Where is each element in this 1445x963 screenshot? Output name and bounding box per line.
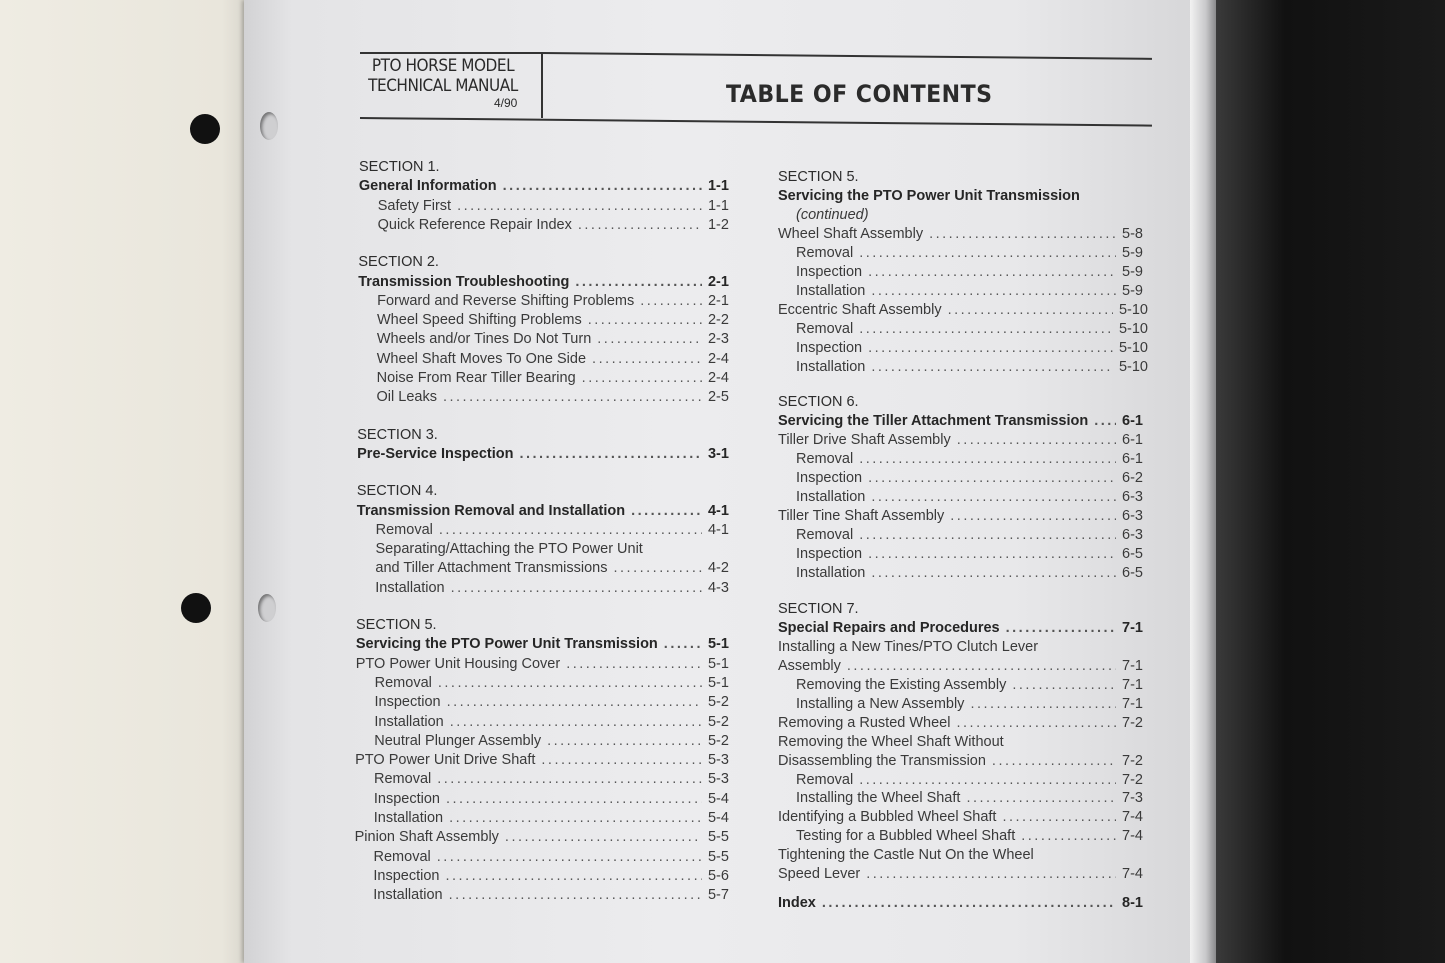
toc-entry-label: Identifying a Bubbled Wheel Shaft: [778, 809, 997, 826]
toc-entry-label: Installing a New Tines/PTO Clutch Lever: [778, 638, 1039, 655]
toc-entry: [778, 432, 1148, 451]
toc-page-number: 1-1: [707, 197, 729, 214]
dot-leader: [443, 389, 702, 405]
toc-subentry: [375, 580, 734, 599]
toc-subentry: [378, 198, 734, 217]
toc-entry-label: Removing a Rusted Wheel: [778, 714, 951, 731]
toc-entry-label: Neutral Plunger Assembly: [374, 732, 542, 749]
toc-subentry: [376, 541, 734, 560]
toc-section-title: [356, 636, 734, 655]
toc-page-number: 8-1: [1122, 895, 1143, 912]
toc-entry-label: Transmission Removal and Installation: [356, 502, 626, 519]
dot-leader: [956, 715, 1116, 731]
dot-leader: [871, 565, 1116, 581]
toc-entry-label: Servicing the PTO Power Unit Transmission: [778, 187, 1080, 204]
toc-entry-label: Removing the Existing Assembly: [796, 676, 1007, 693]
header-top-rule-left: [360, 52, 542, 54]
toc-subentry: [375, 560, 734, 579]
toc-entry: [778, 302, 1148, 321]
toc-page-number: 4-3: [707, 579, 729, 596]
dot-leader: [866, 866, 1116, 882]
toc-entry: [778, 508, 1148, 527]
toc-entry-label: Quick Reference Repair Index: [377, 216, 572, 233]
manual-title-line2: TECHNICAL MANUAL: [368, 76, 518, 96]
toc-subentry: [377, 312, 734, 331]
toc-subentry: [796, 546, 1148, 565]
toc-page-number: 5-4: [707, 790, 729, 807]
dot-leader: [640, 293, 702, 309]
dot-leader: [868, 340, 1113, 356]
dot-leader: [437, 849, 702, 865]
toc-section-title: [358, 274, 734, 293]
dot-leader: [614, 560, 702, 576]
toc-entry-label: (continued): [796, 206, 869, 223]
toc-entry-label: Installation: [374, 713, 444, 730]
toc-page-number: 5-3: [707, 771, 729, 788]
dot-leader: [503, 178, 702, 194]
toc-page-number: 2-2: [707, 312, 729, 329]
toc-page-number: 5-5: [707, 848, 729, 865]
toc-entry-label: Inspection: [373, 867, 440, 884]
toc-page-number: 2-5: [707, 389, 729, 406]
toc-subentry: [796, 340, 1148, 359]
dot-leader: [438, 675, 702, 691]
toc-section-title: [778, 413, 1148, 432]
dot-leader: [578, 217, 702, 233]
dot-leader: [871, 489, 1116, 505]
toc-subentry: [374, 771, 734, 790]
dot-leader: [457, 198, 702, 214]
toc-page-number: 7-4: [1122, 828, 1143, 845]
toc-page-number: 7-2: [1122, 752, 1143, 769]
toc-entry-label: Installation: [796, 565, 866, 581]
toc-entry-label: Disassembling the Transmission: [778, 752, 986, 769]
toc-entry-label: Pre-Service Inspection: [357, 445, 514, 462]
manual-title: [362, 56, 524, 96]
dot-leader: [664, 636, 702, 652]
toc-subentry: [796, 790, 1148, 809]
toc-entry-label: Removal: [796, 320, 854, 337]
dot-leader: [449, 887, 702, 903]
toc-subentry: [796, 321, 1148, 340]
toc-entry-label: Tiller Tine Shaft Assembly: [778, 508, 945, 525]
section-heading: SECTION 7.: [778, 600, 859, 617]
toc-entry: [778, 639, 1148, 658]
toc-page-number: 7-1: [1122, 619, 1143, 636]
toc-section-title: [357, 446, 734, 465]
toc-page-number: 6-3: [1122, 508, 1143, 525]
toc-subentry: [796, 264, 1148, 283]
toc-entry-label: Inspection: [796, 546, 863, 563]
toc-subentry: [796, 283, 1148, 302]
dot-leader: [566, 656, 702, 672]
dot-leader: [948, 302, 1113, 318]
dot-leader: [505, 829, 702, 845]
toc-entry-label: Wheel Shaft Moves To One Side: [376, 350, 587, 367]
dot-leader: [966, 790, 1116, 806]
toc-page-number: 5-10: [1118, 358, 1148, 375]
binder-hole-bottom: [258, 594, 276, 622]
toc-entry-label: Removal: [373, 848, 431, 865]
toc-entry-label: Separating/Attaching the PTO Power Unit: [375, 541, 643, 558]
toc-page-number: 5-9: [1122, 263, 1143, 280]
toc-subentry: [796, 772, 1148, 791]
section-heading: SECTION 5.: [778, 169, 859, 185]
toc-page-number: 5-4: [707, 810, 729, 826]
toc-subentry: [376, 522, 734, 541]
toc-page-number: 5-9: [1122, 282, 1143, 299]
manual-date: 4/90: [494, 96, 518, 110]
dot-leader: [868, 470, 1116, 486]
toc-entry: [778, 753, 1148, 772]
toc-subentry: [374, 791, 734, 810]
toc-entry-label: Special Repairs and Procedures: [778, 619, 1000, 636]
dot-leader: [588, 312, 702, 328]
toc-page-number: 7-2: [1122, 771, 1143, 788]
toc-entry-label: Speed Lever: [778, 866, 861, 883]
toc-page-number: 6-3: [1122, 489, 1143, 506]
toc-section-title: [359, 178, 734, 197]
section-heading: SECTION 1.: [359, 159, 440, 175]
toc-page-number: 5-2: [707, 694, 729, 711]
toc-entry-label: Assembly: [778, 657, 841, 674]
toc-subentry: [796, 696, 1148, 715]
toc-entry: [778, 866, 1148, 885]
dot-leader: [575, 274, 702, 290]
toc-subentry: [375, 694, 734, 713]
dot-leader: [450, 714, 702, 730]
toc-page-number: 2-3: [707, 331, 729, 348]
dot-leader: [446, 791, 702, 807]
toc-continued-note: [796, 207, 1148, 226]
toc-entry-label: Testing for a Bubbled Wheel Shaft: [796, 828, 1016, 845]
dot-leader: [541, 752, 702, 768]
section-heading: SECTION 5.: [356, 617, 437, 633]
toc-page-number: 7-1: [1122, 695, 1143, 712]
dot-leader: [1002, 809, 1116, 825]
binder-hole-back-bottom: [181, 593, 211, 623]
toc-subentry: [796, 677, 1148, 696]
dot-leader: [1094, 413, 1116, 429]
toc-subentry: [377, 389, 734, 408]
section-heading: SECTION 4.: [356, 483, 438, 500]
toc-entry-label: Noise From Rear Tiller Bearing: [376, 370, 576, 386]
toc-entry-label: Index: [778, 895, 816, 912]
toc-entry: [778, 715, 1148, 734]
toc-page-number: 2-4: [707, 370, 729, 386]
dot-leader: [451, 580, 702, 596]
toc-entry-label: Oil Leaks: [376, 389, 437, 406]
toc-page-number: 5-10: [1118, 320, 1148, 337]
header-divider: [541, 52, 543, 118]
toc-page-number: 5-7: [707, 887, 729, 904]
toc-page-number: 5-1: [707, 674, 729, 691]
toc-entry: [778, 226, 1148, 245]
toc-entry-label: Removing the Wheel Shaft Without: [778, 733, 1004, 750]
dot-leader: [957, 432, 1116, 448]
toc-page-number: 6-1: [1122, 451, 1143, 468]
toc-entry-label: Inspection: [796, 470, 863, 487]
toc-page-number: 5-3: [707, 752, 729, 769]
dot-leader: [597, 331, 702, 347]
dot-leader: [446, 868, 702, 884]
toc-section-title: [778, 188, 1148, 207]
dot-leader: [929, 226, 1116, 242]
toc-page-number: 4-2: [707, 560, 729, 577]
toc-entry-label: Wheel Shaft Assembly: [778, 225, 924, 242]
toc-entry-label: Removal: [374, 771, 432, 788]
toc-subentry: [796, 828, 1148, 847]
dot-leader: [447, 694, 702, 710]
toc-page-number: 7-2: [1122, 714, 1143, 731]
toc-page-number: 7-4: [1122, 809, 1143, 826]
toc-entry-label: Transmission Troubleshooting: [358, 273, 570, 290]
toc-entry: [778, 734, 1148, 753]
dot-leader: [449, 810, 702, 826]
toc-subentry: [796, 451, 1148, 470]
toc-subentry: [373, 887, 734, 906]
toc-entry: [778, 809, 1148, 828]
toc-entry-label: PTO Power Unit Housing Cover: [355, 655, 561, 672]
toc-entry-label: Installing the Wheel Shaft: [796, 790, 961, 807]
toc-entry-label: Removal: [796, 451, 854, 468]
toc-subentry: [373, 868, 734, 887]
dot-leader: [1021, 828, 1116, 844]
toc-subentry: [796, 245, 1148, 264]
toc-subentry: [377, 370, 734, 389]
toc-page-number: 4-1: [707, 502, 729, 519]
toc-entry-label: Safety First: [377, 197, 452, 214]
dot-leader: [859, 451, 1116, 467]
toc-entry: [356, 656, 734, 675]
toc-subentry: [377, 351, 734, 370]
toc-page-number: 6-2: [1122, 470, 1143, 487]
toc-entry-label: Inspection: [374, 694, 441, 711]
toc-section-title: [778, 620, 1148, 639]
toc-page-number: 5-10: [1118, 339, 1148, 356]
dot-leader: [992, 753, 1116, 769]
dot-leader: [970, 696, 1116, 712]
toc-subentry: [796, 565, 1148, 584]
toc-page-number: 5-10: [1118, 301, 1148, 318]
toc-entry: [778, 658, 1148, 677]
toc-entry-label: Wheel Speed Shifting Problems: [377, 312, 582, 329]
dot-leader: [871, 283, 1116, 299]
toc-entry-label: Pinion Shaft Assembly: [354, 829, 499, 846]
section-heading: SECTION 6.: [778, 394, 859, 411]
dot-leader: [822, 895, 1116, 911]
dot-leader: [631, 503, 702, 519]
toc-page-number: 1-2: [707, 216, 729, 233]
dot-leader: [592, 351, 702, 367]
toc-entry-label: Removal: [374, 674, 432, 691]
toc-entry-label: Removal: [796, 244, 854, 261]
toc-page-number: 7-1: [1122, 657, 1143, 674]
toc-page-number: 5-5: [707, 829, 729, 846]
toc-entry-label: Forward and Reverse Shifting Problems: [377, 292, 635, 309]
toc-page-number: 5-6: [707, 867, 729, 884]
toc-title: TABLE OF CONTENTS: [726, 80, 993, 108]
toc-entry-label: Installation: [373, 887, 443, 904]
toc-entry-label: Inspection: [796, 339, 863, 356]
toc-subentry: [796, 527, 1148, 546]
manual-title-line1: PTO HORSE MODEL: [371, 56, 515, 76]
dot-leader: [547, 733, 702, 749]
toc-section-title: [778, 895, 1148, 914]
back-page: [0, 0, 252, 963]
toc-entry-label: Servicing the PTO Power Unit Transmission: [355, 636, 658, 653]
toc-entry-label: Eccentric Shaft Assembly: [778, 301, 942, 318]
toc-entry-label: Removal: [796, 771, 854, 788]
dot-leader: [582, 370, 702, 386]
toc-subentry: [374, 849, 734, 868]
toc-page-number: 1-1: [707, 178, 729, 195]
toc-page-number: 3-1: [707, 445, 729, 462]
toc-subentry: [374, 810, 734, 829]
toc-entry-label: Wheels and/or Tines Do Not Turn: [376, 331, 592, 348]
binder-hole-top: [260, 112, 278, 140]
toc-page-number: 6-3: [1122, 527, 1143, 544]
toc-entry-label: Tiller Drive Shaft Assembly: [778, 432, 951, 449]
toc-entry-label: Tightening the Castle Nut On the Wheel: [778, 847, 1034, 864]
toc-page-number: 5-9: [1122, 244, 1143, 261]
background-shadow: [1216, 0, 1445, 963]
toc-entry-label: Inspection: [373, 790, 440, 807]
toc-entry-label: Removal: [796, 527, 854, 544]
toc-subentry: [796, 489, 1148, 508]
dot-leader: [871, 359, 1113, 375]
toc-subentry: [796, 470, 1148, 489]
toc-subentry: [378, 217, 734, 236]
toc-subentry: [374, 714, 734, 733]
toc-entry: [778, 847, 1148, 866]
toc-page-number: 2-1: [707, 292, 729, 309]
toc-subentry: [375, 675, 734, 694]
dot-leader: [859, 321, 1113, 337]
toc-entry-label: and Tiller Attachment Transmissions: [375, 560, 608, 577]
toc-page-number: 6-1: [1122, 413, 1143, 430]
toc-page-number: 2-4: [707, 350, 729, 367]
dot-leader: [1006, 620, 1116, 636]
toc-entry-label: Removal: [375, 521, 433, 538]
toc-page-number: 4-1: [707, 521, 729, 538]
toc-section-title: [357, 503, 734, 522]
toc-entry-label: Installation: [796, 358, 866, 375]
dot-leader: [519, 446, 702, 462]
toc-page-number: 6-5: [1122, 546, 1143, 563]
page-edge: [1190, 0, 1216, 963]
toc-subentry: [374, 733, 734, 752]
toc-page-number: 6-1: [1122, 432, 1143, 449]
toc-page-number: 5-8: [1122, 225, 1143, 242]
dot-leader: [950, 508, 1116, 524]
toc-page-number: 5-2: [707, 713, 729, 730]
toc-entry-label: Installation: [796, 489, 866, 506]
dot-leader: [868, 546, 1116, 562]
dot-leader: [847, 658, 1116, 674]
dot-leader: [439, 522, 702, 538]
toc-entry-label: Servicing the Tiller Attachment Transmission: [778, 413, 1089, 430]
toc-subentry: [377, 293, 734, 312]
dot-leader: [1012, 677, 1116, 693]
dot-leader: [859, 527, 1116, 543]
toc-subentry: [377, 331, 734, 350]
toc-entry-label: Installing a New Assembly: [796, 695, 965, 712]
toc-entry-label: PTO Power Unit Drive Shaft: [355, 752, 536, 769]
toc-page-number: 7-3: [1122, 790, 1143, 807]
dot-leader: [437, 771, 702, 787]
toc-subentry: [796, 359, 1148, 378]
section-heading: SECTION 3.: [357, 426, 438, 443]
toc-entry-label: General Information: [358, 178, 497, 195]
toc-page-number: 2-1: [707, 273, 729, 290]
dot-leader: [859, 245, 1116, 261]
toc-page-number: 5-1: [707, 636, 729, 653]
dot-leader: [868, 264, 1116, 280]
toc-page-number: 7-1: [1122, 676, 1143, 693]
toc-entry: [355, 752, 734, 771]
toc-entry-label: Installation: [373, 810, 444, 826]
toc-entry-label: Installation: [796, 282, 866, 299]
dot-leader: [859, 772, 1116, 788]
toc-entry-label: Inspection: [796, 263, 863, 280]
toc-entry-label: Installation: [375, 579, 445, 596]
toc-page-number: 7-4: [1122, 866, 1143, 883]
toc-page-number: 5-2: [707, 732, 729, 749]
binder-hole-back-top: [190, 114, 220, 144]
section-heading: SECTION 2.: [358, 254, 439, 271]
toc-page-number: 6-5: [1122, 565, 1143, 581]
toc-entry: [355, 829, 734, 848]
toc-page-number: 5-1: [707, 655, 729, 672]
